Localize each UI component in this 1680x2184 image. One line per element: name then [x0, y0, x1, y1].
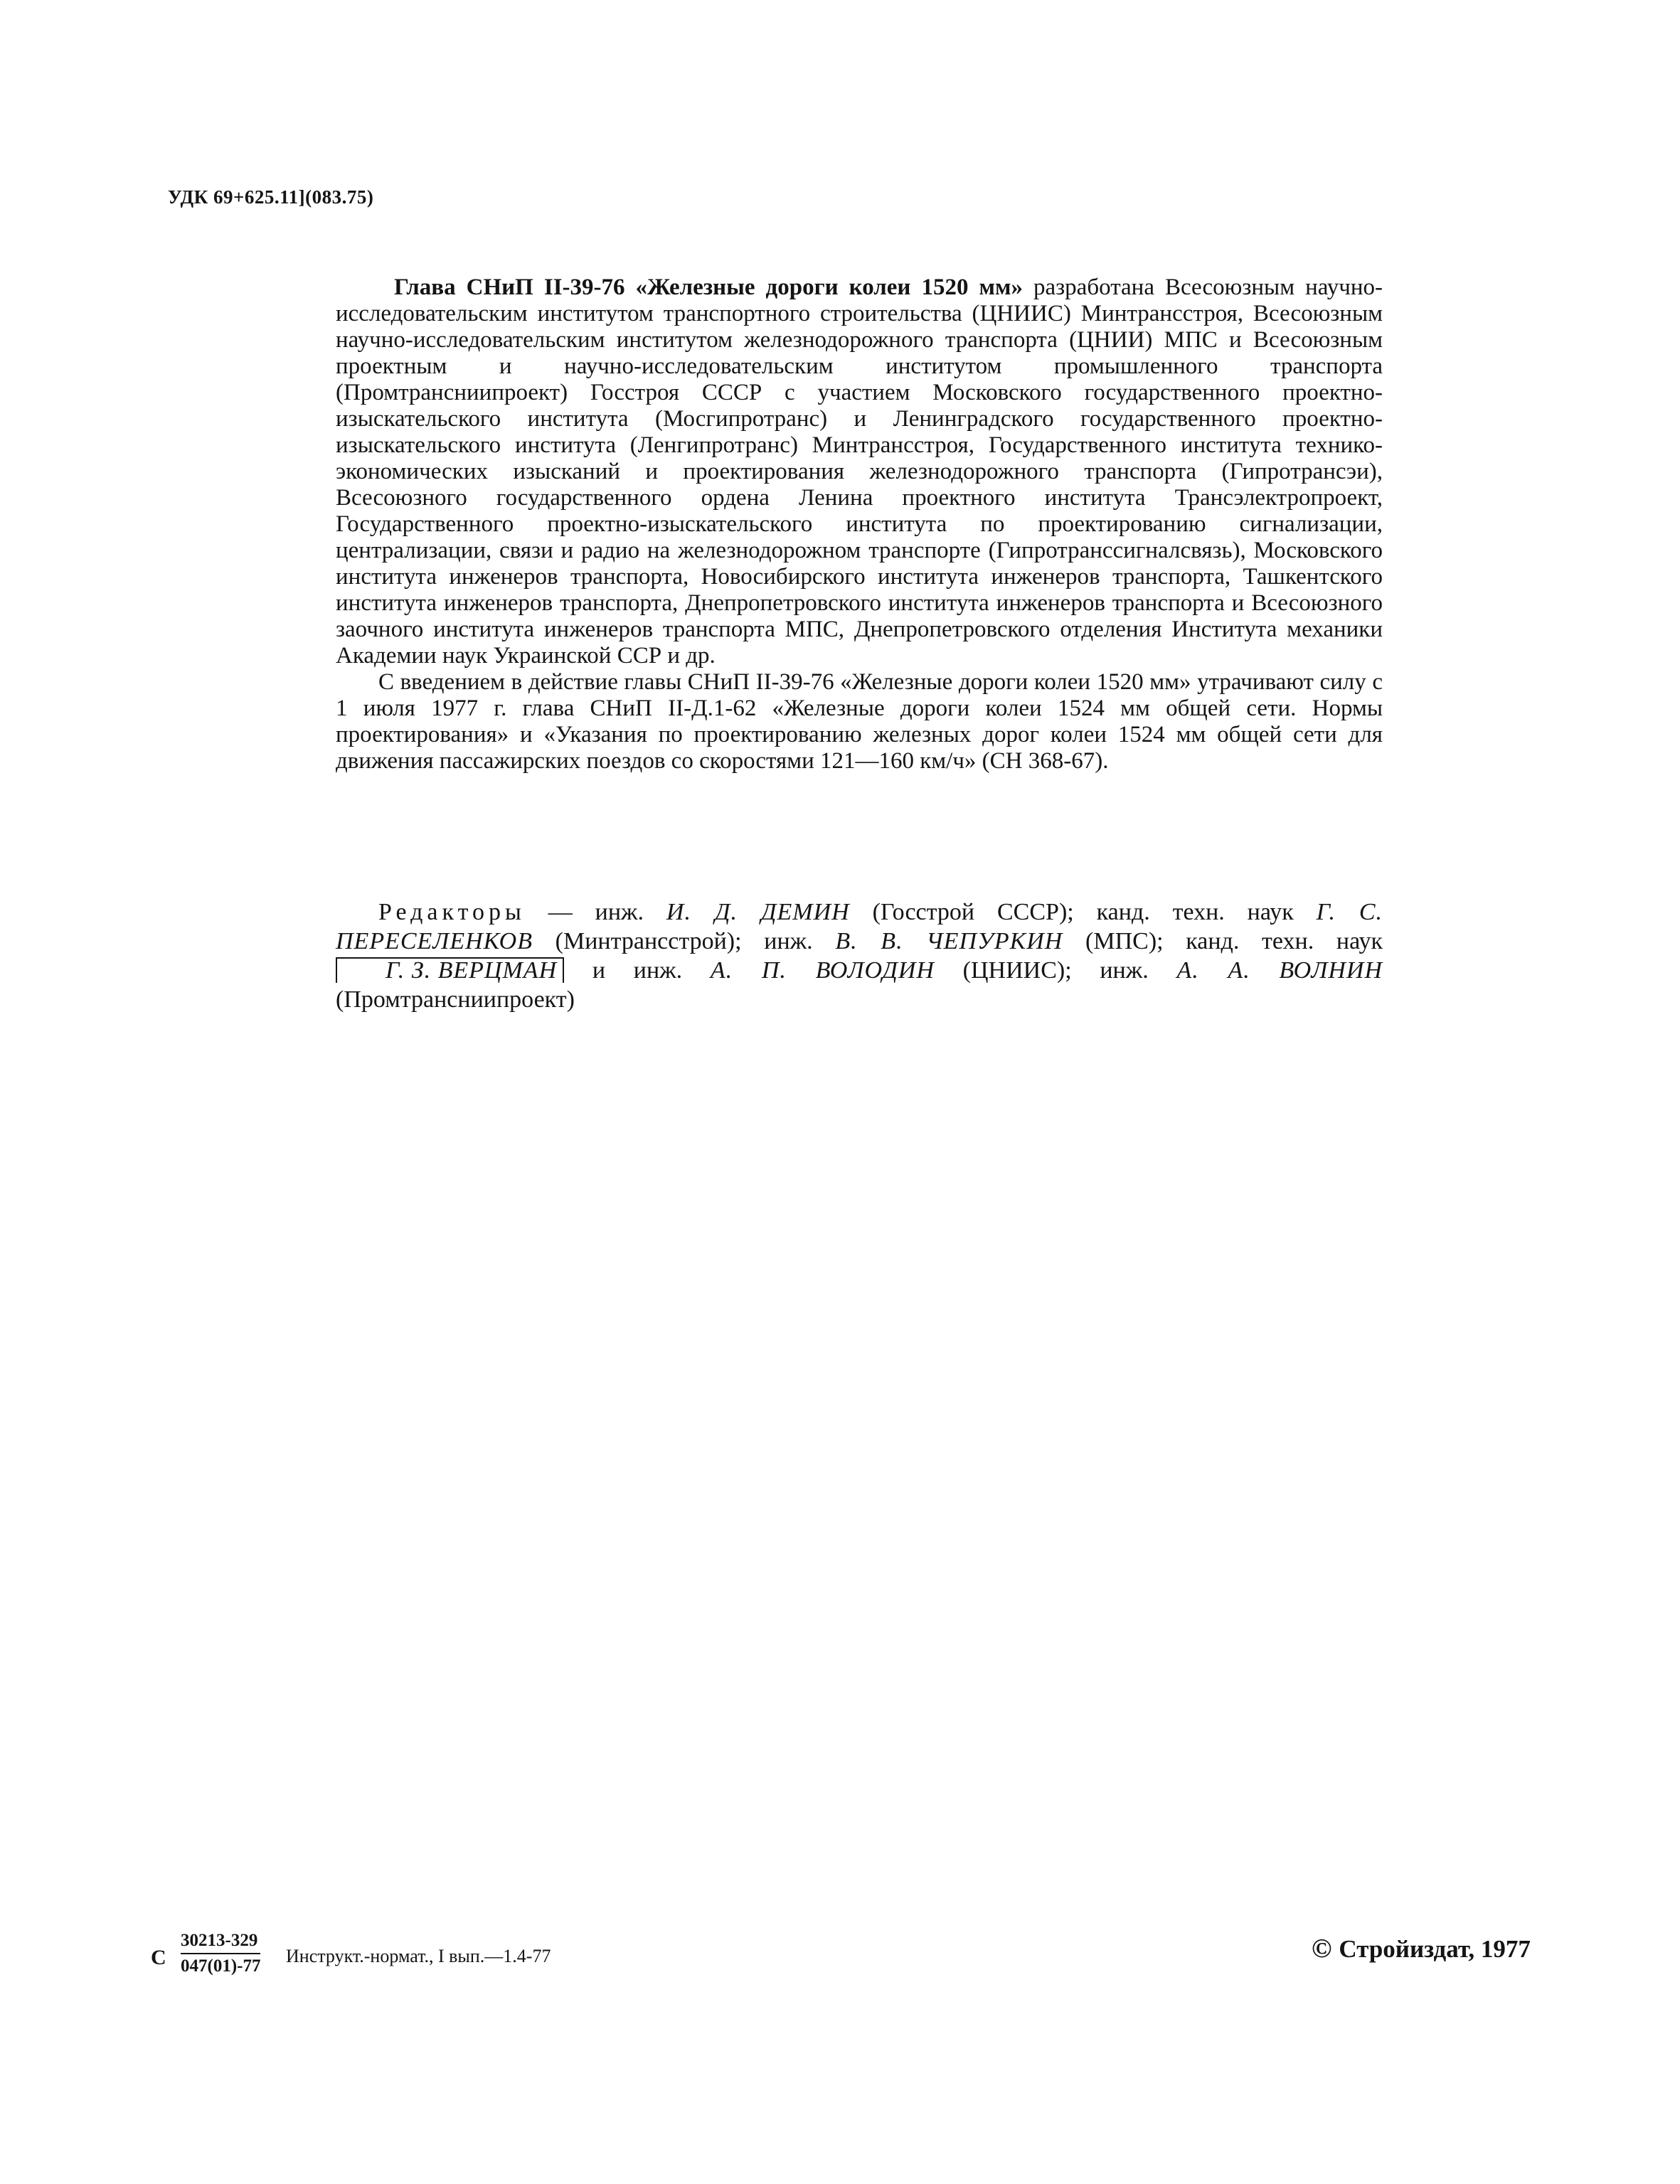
editors-block: [336, 897, 1383, 1014]
editors-text: и инж.: [564, 957, 711, 984]
document-title-lead: Глава СНиП II-39-76 «Железные дороги колеи 1520 мм»: [394, 275, 1023, 300]
publisher-name: Стройиздат, 1977: [1339, 1935, 1531, 1963]
instruction-release: Инструкт.-нормат., I вып.—1.4-77: [286, 1946, 551, 1966]
editor-name: А. П. ВОЛОДИН: [710, 957, 935, 984]
editors-text: (МПС); канд. техн. наук: [1063, 928, 1383, 954]
editors-text: (Промтрансниипроект): [336, 986, 575, 1013]
editors-text: (Минтрансстрой); инж.: [532, 928, 836, 954]
publication-index: [151, 1930, 691, 1994]
editors-text: (Госстрой СССР); канд. техн. наук: [849, 899, 1317, 925]
editors-text: (ЦНИИС); инж.: [934, 957, 1177, 984]
editor-name: В. В. ЧЕПУРКИН: [835, 928, 1063, 954]
editor-name: И. Д. ДЕМИН: [666, 899, 850, 925]
index-denominator: 047(01)-77: [181, 1956, 261, 1976]
copyright: [1312, 1933, 1531, 1964]
editor-name: Г. С. ПЕРЕСЕЛЕНКОВ: [336, 899, 1383, 954]
paragraph-supersedes: С введением в действие главы СНиП II-39-76 «Железные дороги колеи 1520 мм» утрачивают силу с 1 июля 1977 г. глава СНиП II-Д.1-62 «Железные дороги колеи 1524 мм общей сети. Нормы проектирования» и «Указания по проектированию железных дорог колеи 1524 мм общей сети для движения пассажирских поездов со скоростями 121—160 км/ч» (СН 368-67).: [336, 669, 1383, 774]
editors-text: — инж.: [525, 899, 666, 925]
index-letter: С: [151, 1946, 166, 1969]
main-text: [336, 275, 1383, 774]
editor-name: А. А. ВОЛНИН: [1176, 957, 1383, 984]
index-fraction: [181, 1930, 260, 1978]
paragraph-developers-text: разработана Всесоюзным научно-исследовательским институтом транспортного строительства (ЦНИИС) Минтрансстроя, Всесоюзным научно-исследовательским институтом железнодорожного транспорта (ЦНИИ) МПС и Всесоюзным проектным и научно-исследовательским институтом промышленного транспорта (Промтрансниипроект) Госстроя СССР с участием Московского государственного проектно-изыскательского института (Мосгипротранс) и Ленинградского государственного проектно-изыскательского института (Ленгипротранс) Минтрансстроя, Государственного института технико-экономических изысканий и проектирования железнодорожного транспорта (Гипротрансэи), Всесоюзного государственного ордена Ленина проектного института Трансэлектропроект, Государственного проектно-изыскательского института по проектированию сигнализации, централизации, связи и радио на железнодорожном транспорте (Гипротранссигналсвязь), Московского института инженеров транспорта, Новосибирского института инженеров транспорта, Ташкентского института инженеров транспорта, Днепропетровского института инженеров транспорта и Всесоюзного заочного института инженеров транспорта МПС, Днепропетровского отделения Института механики Академии наук Украинской ССР и др.: [336, 275, 1383, 668]
copyright-icon: ©: [1312, 1934, 1332, 1964]
udc-code: УДК 69+625.11](083.75): [168, 186, 374, 208]
editors-label: Редакторы: [378, 899, 526, 925]
editor-name-framed: Г. З. ВЕРЦМАН: [336, 957, 564, 983]
paragraph-developers: [336, 275, 1383, 669]
index-numerator: 30213-329: [181, 1930, 260, 1954]
